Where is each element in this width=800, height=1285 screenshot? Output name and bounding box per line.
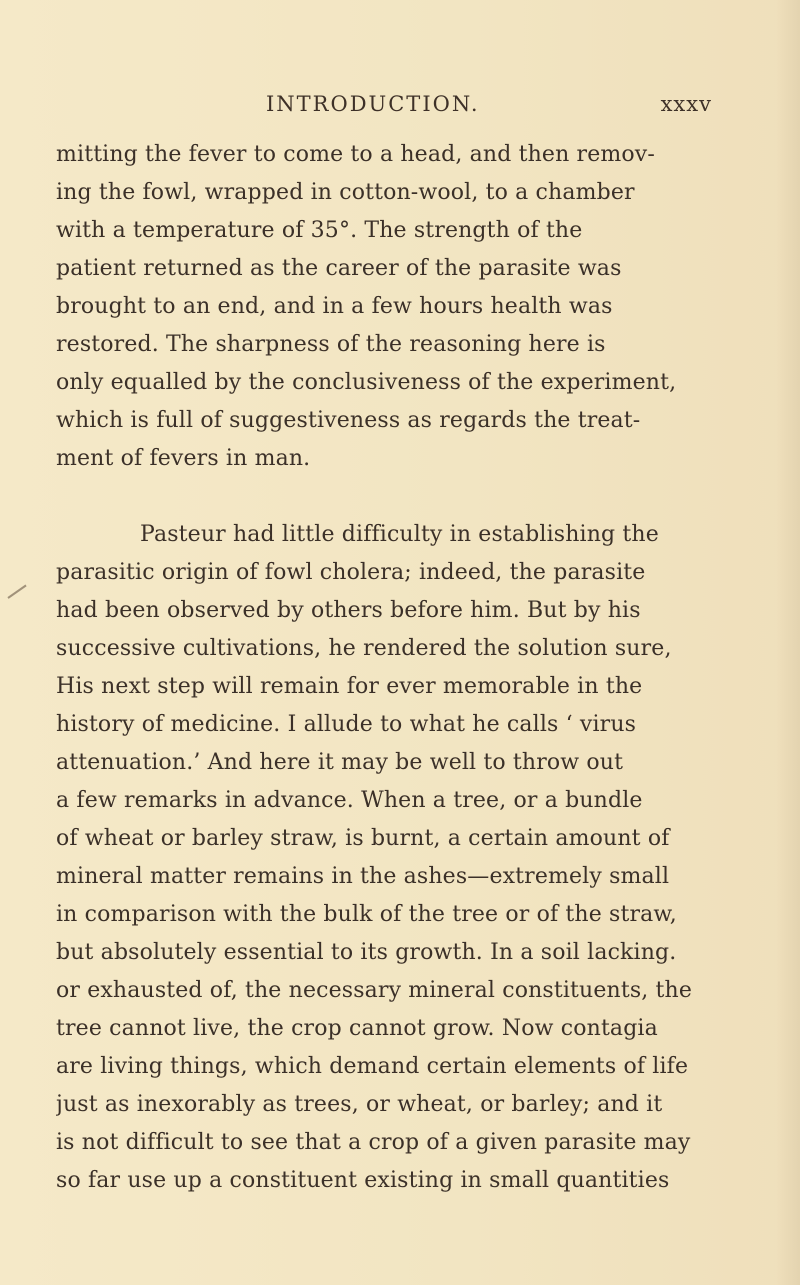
text-line: history of medicine. I allude to what he calls ‘ virus bbox=[56, 712, 637, 737]
marginal-tick-mark bbox=[7, 585, 26, 599]
text-line: brought to an end, and in a few hours health was bbox=[56, 294, 613, 319]
text-line: just as inexorably as trees, or wheat, or barley; and it bbox=[56, 1092, 663, 1117]
page-header bbox=[56, 92, 712, 120]
text-line: mineral matter remains in the ashes—extremely small bbox=[56, 864, 670, 889]
text-line: ing the fowl, wrapped in cotton-wool, to a chamber bbox=[56, 180, 635, 205]
text-line: patient returned as the career of the parasite was bbox=[56, 256, 622, 281]
text-line: or exhausted of, the necessary mineral constituents, the bbox=[56, 978, 693, 1003]
text-line: in comparison with the bulk of the tree or of the straw, bbox=[56, 902, 677, 927]
text-line: mitting the fever to come to a head, and then remov- bbox=[56, 142, 655, 167]
text-line: is not difficult to see that a crop of a given parasite may bbox=[56, 1130, 691, 1155]
text-line: of wheat or barley straw, is burnt, a certain amount of bbox=[56, 826, 670, 851]
text-line: so far use up a constituent existing in small quantities bbox=[56, 1168, 670, 1193]
page-number: xxxv bbox=[660, 92, 712, 116]
text-line: a few remarks in advance. When a tree, or a bundle bbox=[56, 788, 643, 813]
text-line: successive cultivations, he rendered the solution sure, bbox=[56, 636, 672, 661]
text-line: but absolutely essential to its growth. In a soil lacking. bbox=[56, 940, 677, 965]
text-line: tree cannot live, the crop cannot grow. Now contagia bbox=[56, 1016, 658, 1041]
text-line: parasitic origin of fowl cholera; indeed, the parasite bbox=[56, 560, 646, 585]
text-line: His next step will remain for ever memorable in the bbox=[56, 674, 643, 699]
text-line: ment of fevers in man. bbox=[56, 446, 311, 471]
paragraph-first-line: Pasteur had little difficulty in establishing the bbox=[140, 522, 659, 547]
running-head: INTRODUCTION. bbox=[266, 92, 480, 116]
text-line: attenuation.’ And here it may be well to throw out bbox=[56, 750, 624, 775]
page-edge-shadow bbox=[776, 0, 800, 1285]
text-line: which is full of suggestiveness as regards the treat- bbox=[56, 408, 641, 433]
text-line: restored. The sharpness of the reasoning here is bbox=[56, 332, 606, 357]
text-line: only equalled by the conclusiveness of the experiment, bbox=[56, 370, 677, 395]
page-body bbox=[56, 136, 712, 1200]
text-line: had been observed by others before him. But by his bbox=[56, 598, 641, 623]
text-line: are living things, which demand certain elements of life bbox=[56, 1054, 689, 1079]
paragraph-break bbox=[56, 478, 712, 516]
text-line: with a temperature of 35°. The strength of the bbox=[56, 218, 583, 243]
